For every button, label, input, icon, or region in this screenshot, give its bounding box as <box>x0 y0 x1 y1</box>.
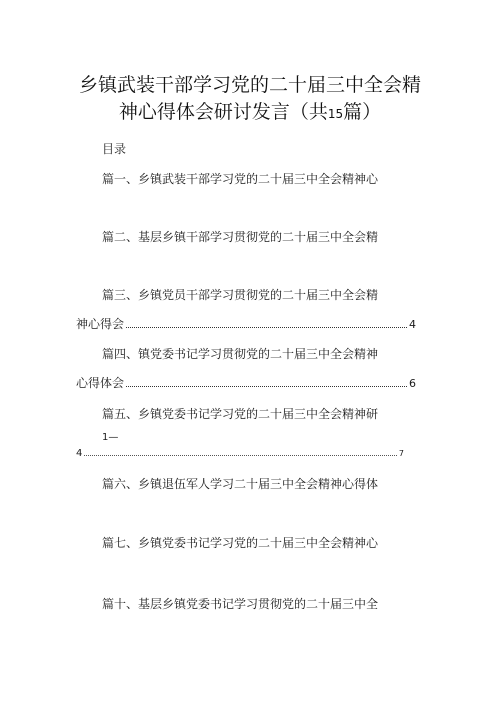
title-count: 15 <box>327 107 344 121</box>
toc-entry-1[interactable]: 篇一、乡镇武装干部学习党的二十届三中全会精神心 <box>102 172 379 186</box>
toc-entry-3[interactable]: 篇三、乡镇党员干部学习贯彻党的二十届三中全会精 <box>102 288 379 302</box>
toc-entry-4-leader[interactable] <box>76 375 416 391</box>
title-line-2-end: 篇） <box>343 101 382 123</box>
dot-leader <box>126 317 407 328</box>
toc-entry-5-trail: 7 <box>398 449 404 458</box>
toc-heading: 目录 <box>102 142 127 156</box>
toc-entry-5-continuation: 1— <box>102 432 119 443</box>
toc-entry-6[interactable]: 篇六、乡镇退伍军人学习二十届三中全会精神心得体 <box>102 477 379 491</box>
title-line-2-main: 神心得体会研讨发言（共 <box>118 101 328 123</box>
toc-entry-4-page: 6 <box>409 377 416 390</box>
toc-entry-3-leader[interactable] <box>76 316 416 332</box>
toc-entry-3-page: 4 <box>409 318 416 331</box>
toc-entry-4-continuation: 心得体会 <box>76 376 125 390</box>
toc-entry-4[interactable]: 篇四、镇党委书记学习贯彻党的二十届三中全会精神 <box>102 347 379 361</box>
toc-entry-3-continuation: 神心得会 <box>76 317 125 331</box>
toc-entry-10[interactable]: 篇十、基层乡镇党委书记学习贯彻党的二十届三中全 <box>102 597 379 611</box>
dot-leader <box>84 447 397 456</box>
toc-entry-5-leader[interactable] <box>76 447 404 461</box>
toc-entry-7[interactable]: 篇七、乡镇党委书记学习党的二十届三中全会精神心 <box>102 536 379 550</box>
document-title-line-2 <box>40 99 460 127</box>
document-title-line-1: 乡镇武装干部学习党的二十届三中全会精 <box>78 74 421 96</box>
dot-leader <box>126 376 407 387</box>
toc-entry-5[interactable]: 篇五、乡镇党委书记学习党的二十届三中全会精神研 <box>102 407 379 421</box>
toc-entry-2[interactable]: 篇二、基层乡镇干部学习贯彻党的二十届三中全会精 <box>102 230 379 244</box>
toc-entry-5-page: 4 <box>76 448 83 459</box>
